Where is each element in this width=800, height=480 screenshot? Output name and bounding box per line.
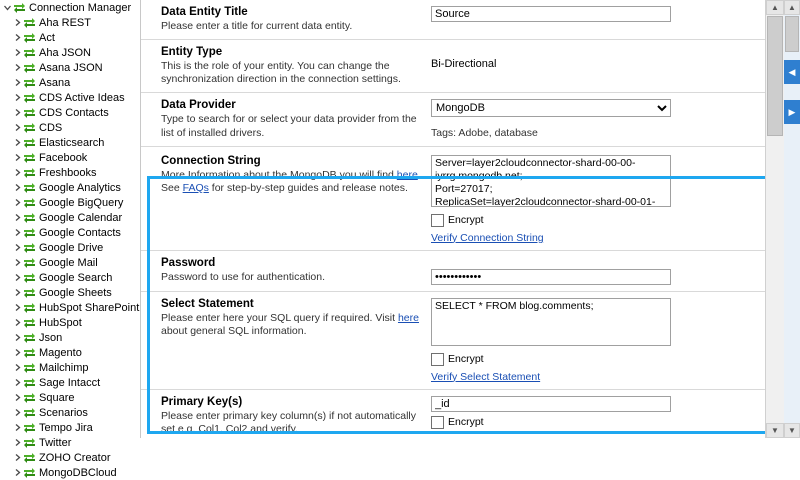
connection-string-desc-part3: for step-by-step guides and release notes. (211, 181, 408, 194)
tree-item[interactable] (0, 465, 140, 480)
chevron-right-icon[interactable] (12, 302, 23, 313)
entity-settings-form (141, 0, 765, 438)
green-arrows-sync-icon (23, 137, 36, 149)
tree-item-label: MongoDBCloud (39, 466, 117, 479)
tree-root-label: Connection Manager (29, 1, 132, 14)
tree-item[interactable] (0, 210, 140, 225)
chevron-right-icon[interactable] (12, 92, 23, 103)
connection-string-faqs-link[interactable]: FAQs (182, 181, 209, 194)
section-password (141, 251, 765, 292)
green-arrows-sync-icon (23, 452, 36, 464)
tree-item-label: Google Drive (39, 241, 104, 254)
chevron-right-icon[interactable] (12, 422, 23, 433)
connection-string-encrypt-checkbox[interactable] (431, 214, 444, 227)
chevron-right-icon[interactable] (12, 437, 23, 448)
green-arrows-sync-icon (23, 407, 36, 419)
tree-item[interactable] (0, 135, 140, 150)
select-statement-encrypt-row[interactable] (431, 353, 751, 366)
chevron-right-icon[interactable] (12, 17, 23, 28)
select-statement-label: Select Statement (161, 297, 254, 310)
tree-item-label: Google Contacts (39, 226, 121, 239)
verify-select-statement-row[interactable] (431, 371, 751, 383)
section-entity-type (141, 40, 765, 93)
tree-item-label: Magento (39, 346, 82, 359)
green-arrows-sync-icon (23, 107, 36, 119)
tree-item-label: Google Calendar (39, 211, 123, 224)
green-arrows-sync-icon (23, 92, 36, 104)
chevron-right-icon[interactable] (12, 332, 23, 343)
chevron-right-icon[interactable] (12, 242, 23, 253)
chevron-right-icon[interactable] (12, 347, 23, 358)
tree-item-label: HubSpot (39, 316, 82, 329)
tree-item[interactable] (0, 15, 140, 30)
tree-item[interactable] (0, 240, 140, 255)
chevron-right-icon: ▶ (788, 106, 796, 117)
chevron-right-icon[interactable] (12, 362, 23, 373)
tree-item[interactable] (0, 255, 140, 270)
entity-type-value: Bi-Directional (431, 58, 497, 71)
window-vertical-scrollbar[interactable] (784, 0, 800, 438)
green-arrows-sync-icon (23, 167, 36, 179)
tree-item[interactable] (0, 285, 140, 300)
panel-collapse-left-button[interactable] (784, 60, 800, 84)
tree-item[interactable] (0, 405, 140, 420)
select-statement-encrypt-label: Encrypt (448, 353, 484, 366)
tree-item-label: Elasticsearch (39, 136, 105, 149)
green-arrows-sync-icon (23, 182, 36, 194)
chevron-right-icon[interactable] (12, 62, 23, 73)
tree-item[interactable] (0, 360, 140, 375)
password-input[interactable] (431, 269, 671, 285)
connection-string-encrypt-row[interactable] (431, 214, 751, 227)
green-arrows-sync-icon (23, 467, 36, 479)
tree-item[interactable] (0, 90, 140, 105)
verify-connection-string-link[interactable]: Verify Connection String (431, 231, 544, 244)
select-statement-encrypt-checkbox[interactable] (431, 353, 444, 366)
data-provider-description: Type to search for or select your data provider from the list of installed drivers. (161, 113, 417, 139)
green-arrows-sync-icon (23, 32, 36, 44)
green-arrows-sync-icon (23, 47, 36, 59)
tree-item-label: Aha REST (39, 16, 91, 29)
tree-item-label: Mailchimp (39, 361, 89, 374)
green-arrows-sync-icon (23, 272, 36, 284)
tree-item[interactable] (0, 450, 140, 465)
window-scroll-up-button[interactable] (784, 0, 800, 15)
tree-item[interactable] (0, 315, 140, 330)
tree-item[interactable] (0, 150, 140, 165)
connection-string-desc-part2: . See (161, 168, 421, 194)
tree-item-label: Sage Intacct (39, 376, 101, 389)
green-arrows-sync-icon (23, 392, 36, 404)
tree-item-label: Scenarios (39, 406, 88, 419)
green-arrows-sync-icon (23, 437, 36, 449)
section-connection-string (141, 147, 765, 251)
form-vertical-scrollbar[interactable] (765, 0, 784, 438)
tree-item-label: Asana JSON (39, 61, 103, 74)
chevron-right-icon[interactable] (12, 107, 23, 118)
chevron-right-icon[interactable] (12, 392, 23, 403)
window-scrollbar-thumb[interactable] (785, 16, 799, 52)
green-arrows-sync-icon (23, 227, 36, 239)
primary-keys-label: Primary Key(s) (161, 395, 243, 408)
tree-item[interactable] (0, 165, 140, 180)
verify-select-statement-link[interactable]: Verify Select Statement (431, 370, 541, 383)
green-arrows-sync-icon (23, 422, 36, 434)
tree-item-label: Square (39, 391, 75, 404)
primary-keys-description: Please enter primary key column(s) if not automatically set e.g. Col1, Col2 and verify. (161, 409, 417, 435)
chevron-right-icon[interactable] (12, 182, 23, 193)
tree-item[interactable] (0, 60, 140, 75)
tree-item-label: Tempo Jira (39, 421, 93, 434)
tree-item[interactable] (0, 375, 140, 390)
tree-item[interactable] (0, 420, 140, 435)
chevron-right-icon[interactable] (12, 212, 23, 223)
tree-item-label: HubSpot SharePoint (39, 301, 140, 314)
tree-item-label: Act (39, 31, 55, 44)
tree-item[interactable] (0, 270, 140, 285)
chevron-right-icon[interactable] (12, 122, 23, 133)
connection-string-here-link[interactable]: here (396, 168, 418, 181)
panel-collapse-right-button[interactable] (784, 100, 800, 124)
tree-item-label: Twitter (39, 436, 72, 449)
green-arrows-sync-icon (23, 212, 36, 224)
tree-item-label: Google Search (39, 271, 113, 284)
green-arrows-sync-icon (23, 302, 36, 314)
tree-item-label: Asana (39, 76, 71, 89)
green-arrows-sync-icon (23, 257, 36, 269)
tree-item[interactable] (0, 30, 140, 45)
green-arrows-sync-icon (23, 332, 36, 344)
green-arrows-sync-icon (23, 362, 36, 374)
password-label: Password (161, 256, 216, 269)
select-statement-here-link[interactable]: here (397, 311, 419, 324)
green-arrows-sync-icon (23, 77, 36, 89)
green-arrows-sync-icon (23, 287, 36, 299)
section-data-entity-title (141, 0, 765, 40)
section-select-statement (141, 292, 765, 390)
chevron-right-icon[interactable] (12, 257, 23, 268)
scrollbar-thumb[interactable] (767, 16, 783, 136)
tree-item-label: Google Mail (39, 256, 98, 269)
connection-string-label: Connection String (161, 154, 261, 167)
connection-manager-tree[interactable] (0, 0, 141, 479)
select-statement-desc-part2: about general SQL information. (161, 324, 307, 337)
green-arrows-sync-icon (23, 152, 36, 164)
primary-keys-input[interactable] (431, 396, 671, 412)
chevron-right-icon[interactable] (12, 467, 23, 478)
data-provider-tags: Tags: Adobe, database (431, 127, 538, 140)
chevron-right-icon[interactable] (12, 407, 23, 418)
data-provider-select[interactable] (431, 99, 671, 117)
chevron-right-icon[interactable] (12, 287, 23, 298)
tree-item[interactable] (0, 330, 140, 345)
data-entity-title-label: Data Entity Title (161, 6, 248, 18)
tree-item-label: Freshbooks (39, 166, 97, 179)
chevron-right-icon[interactable] (12, 197, 23, 208)
chevron-right-icon[interactable] (12, 227, 23, 238)
scroll-up-button[interactable] (766, 0, 784, 15)
scroll-down-icon: ▼ (771, 425, 779, 435)
tree-item[interactable] (0, 435, 140, 450)
primary-keys-encrypt-row[interactable] (431, 416, 751, 429)
green-arrows-sync-icon (23, 197, 36, 209)
chevron-left-icon: ◀ (788, 66, 796, 77)
tree-item[interactable] (0, 300, 140, 315)
tree-item[interactable] (0, 345, 140, 360)
chevron-right-icon[interactable] (12, 137, 23, 148)
tree-item[interactable] (0, 180, 140, 195)
entity-type-description: This is the role of your entity. You can change the synchronization direction in the connection settings. (161, 60, 401, 86)
connection-string-textarea[interactable] (431, 155, 671, 207)
green-arrows-sync-icon (23, 122, 36, 134)
chevron-down-icon[interactable] (2, 2, 13, 13)
chevron-right-icon[interactable] (12, 47, 23, 58)
green-arrows-sync-icon (23, 62, 36, 74)
tree-item[interactable] (0, 105, 140, 120)
tree-item-label: CDS (39, 121, 63, 134)
connection-string-desc-part1: More Information about the MongoDB you will find (161, 168, 394, 181)
select-statement-desc-part1: Please enter here your SQL query if required. Visit (161, 311, 396, 324)
green-arrows-sync-icon (23, 17, 36, 29)
tree-root-node[interactable] (0, 0, 140, 15)
window-scroll-down-button[interactable] (784, 423, 800, 438)
chevron-right-icon[interactable] (12, 377, 23, 388)
tree-item[interactable] (0, 195, 140, 210)
tree-item-label: ZOHO Creator (39, 451, 111, 464)
chevron-right-icon[interactable] (12, 317, 23, 328)
tree-item[interactable] (0, 390, 140, 405)
scroll-down-button[interactable] (766, 423, 784, 438)
data-entity-title-description: Please enter a title for current data entity. (161, 20, 353, 32)
chevron-right-icon[interactable] (12, 272, 23, 283)
scroll-up-icon: ▲ (771, 2, 779, 12)
green-arrows-sync-icon (23, 377, 36, 389)
primary-keys-encrypt-label: Encrypt (448, 416, 484, 429)
tree-item[interactable] (0, 225, 140, 240)
data-provider-label: Data Provider (161, 99, 236, 112)
chevron-right-icon[interactable] (12, 77, 23, 88)
tree-item-label: CDS Active Ideas (39, 91, 125, 104)
section-data-provider (141, 93, 765, 146)
tree-item-label: CDS Contacts (39, 106, 109, 119)
tree-item-label: Aha JSON (39, 46, 91, 59)
chevron-right-icon[interactable] (12, 167, 23, 178)
green-arrows-sync-icon (23, 317, 36, 329)
chevron-right-icon[interactable] (12, 152, 23, 163)
connection-string-encrypt-label: Encrypt (448, 214, 484, 227)
entity-type-label: Entity Type (161, 46, 223, 59)
tree-item-label: Google Analytics (39, 181, 121, 194)
password-description: Password to use for authentication. (161, 270, 326, 283)
green-arrows-sync-icon (23, 347, 36, 359)
data-entity-title-input[interactable] (431, 6, 671, 22)
tree-item[interactable] (0, 75, 140, 90)
tree-item-label: Facebook (39, 151, 88, 164)
connection-string-description (161, 169, 431, 195)
select-statement-description (161, 312, 431, 338)
tree-item-label: Google BigQuery (39, 196, 124, 209)
select-statement-textarea[interactable] (431, 298, 671, 346)
green-arrows-sync-icon (13, 2, 26, 14)
window-scroll-down-icon: ▼ (788, 425, 796, 435)
tree-item[interactable] (0, 45, 140, 60)
primary-keys-encrypt-checkbox[interactable] (431, 416, 444, 429)
tree-item-label: Google Sheets (39, 286, 112, 299)
chevron-right-icon[interactable] (12, 452, 23, 463)
section-primary-keys (141, 390, 765, 442)
tree-item-label: Json (39, 331, 63, 344)
tree-item[interactable] (0, 120, 140, 135)
window-scroll-up-icon: ▲ (788, 2, 796, 12)
chevron-right-icon[interactable] (12, 32, 23, 43)
verify-connection-string-row[interactable] (431, 232, 751, 244)
green-arrows-sync-icon (23, 242, 36, 254)
